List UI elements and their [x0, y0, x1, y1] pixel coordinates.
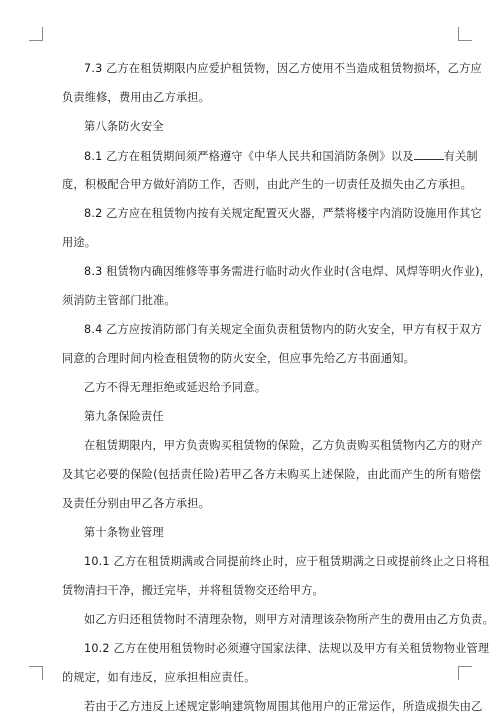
paragraph-10-1-line-1: 10.1 乙方在租赁期满或合同提前终止时，应于租赁期满之日或提前终止之日将租: [84, 555, 490, 568]
crop-mark-bottom-right-h: [458, 666, 472, 667]
paragraph-consent: 乙方不得无理拒绝或延迟给予同意。: [84, 381, 267, 394]
crop-mark-top-left-h: [29, 40, 43, 41]
paragraph-7-3-line-2: 负责维修，费用由乙方承担。: [62, 91, 211, 104]
paragraph-debris: 如乙方归还租赁物时不清理杂物，则甲方对清理该杂物所产生的费用由乙方负责。: [84, 613, 494, 626]
crop-mark-bottom-right-v: [458, 666, 459, 680]
crop-mark-top-right-h: [458, 40, 472, 41]
paragraph-10-2-line-2: 的规定，如有违反，应承担相应责任。: [62, 671, 256, 684]
paragraph-8-4-line-2: 同意的合理时间内检查租赁物的防火安全，但应事先给乙方书面通知。: [62, 352, 416, 365]
paragraph-insurance-line-1: 在租赁期限内，甲方负责购买租赁物的保险，乙方负责购买租赁物内乙方的财产: [84, 439, 483, 452]
paragraph-violation-line-1: 若由于乙方违反上述规定影响建筑物周围其他用户的正常运作，所造成损失由乙: [84, 700, 483, 713]
crop-mark-top-right-v: [458, 27, 459, 41]
paragraph-10-1-line-2: 赁物清扫干净，搬迁完毕，并将租赁物交还给甲方。: [62, 584, 324, 597]
paragraph-8-3-line-1: 8.3 租赁物内确因维修等事务需进行临时动火作业时(含电焊、风焊等明火作业)，: [84, 265, 492, 278]
crop-mark-top-left-v: [42, 27, 43, 41]
paragraph-8-1-text-b: 有关制: [443, 150, 478, 163]
section-heading-fire-safety: 第八条防火安全: [84, 120, 164, 133]
section-heading-insurance: 第九条保险责任: [84, 410, 164, 423]
blank-underline: [414, 149, 444, 160]
paragraph-8-1-text-a: 8.1 乙方在租赁期间须严格遵守《中华人民共和国消防条例》以及: [84, 150, 414, 163]
paragraph-8-3-line-2: 须消防主管部门批准。: [62, 294, 176, 307]
paragraph-8-4-line-1: 8.4 乙方应按消防部门有关规定全面负责租赁物内的防火安全，甲方有权于双方: [84, 323, 482, 336]
paragraph-7-3-line-1: 7.3 乙方在租赁期限内应爱护租赁物，因乙方使用不当造成租赁物损坏，乙方应: [84, 62, 482, 75]
paragraph-insurance-line-3: 及责任分别由甲乙各方承担。: [62, 497, 211, 510]
paragraph-10-2-line-1: 10.2 乙方在使用租赁物时必须遵守国家法律、法规以及甲方有关租赁物物业管理: [84, 642, 490, 655]
crop-mark-bottom-left-v: [42, 666, 43, 680]
paragraph-8-2-line-1: 8.2 乙方应在租赁物内按有关规定配置灭火器，严禁将楼宇内消防设施用作其它: [84, 207, 482, 220]
paragraph-8-1-line-2: 度，积极配合甲方做好消防工作，否则，由此产生的一切责任及损失由乙方承担。: [62, 178, 472, 191]
document-body: [62, 62, 494, 714]
paragraph-8-1-line-1: [62, 149, 478, 163]
crop-mark-bottom-left-h: [29, 666, 43, 667]
paragraph-insurance-line-2: 及其它必要的保险(包括责任险)若甲乙各方未购买上述保险，由此而产生的所有赔偿: [62, 468, 482, 481]
paragraph-8-2-line-2: 用途。: [62, 236, 97, 249]
section-heading-property-management: 第十条物业管理: [84, 526, 164, 539]
